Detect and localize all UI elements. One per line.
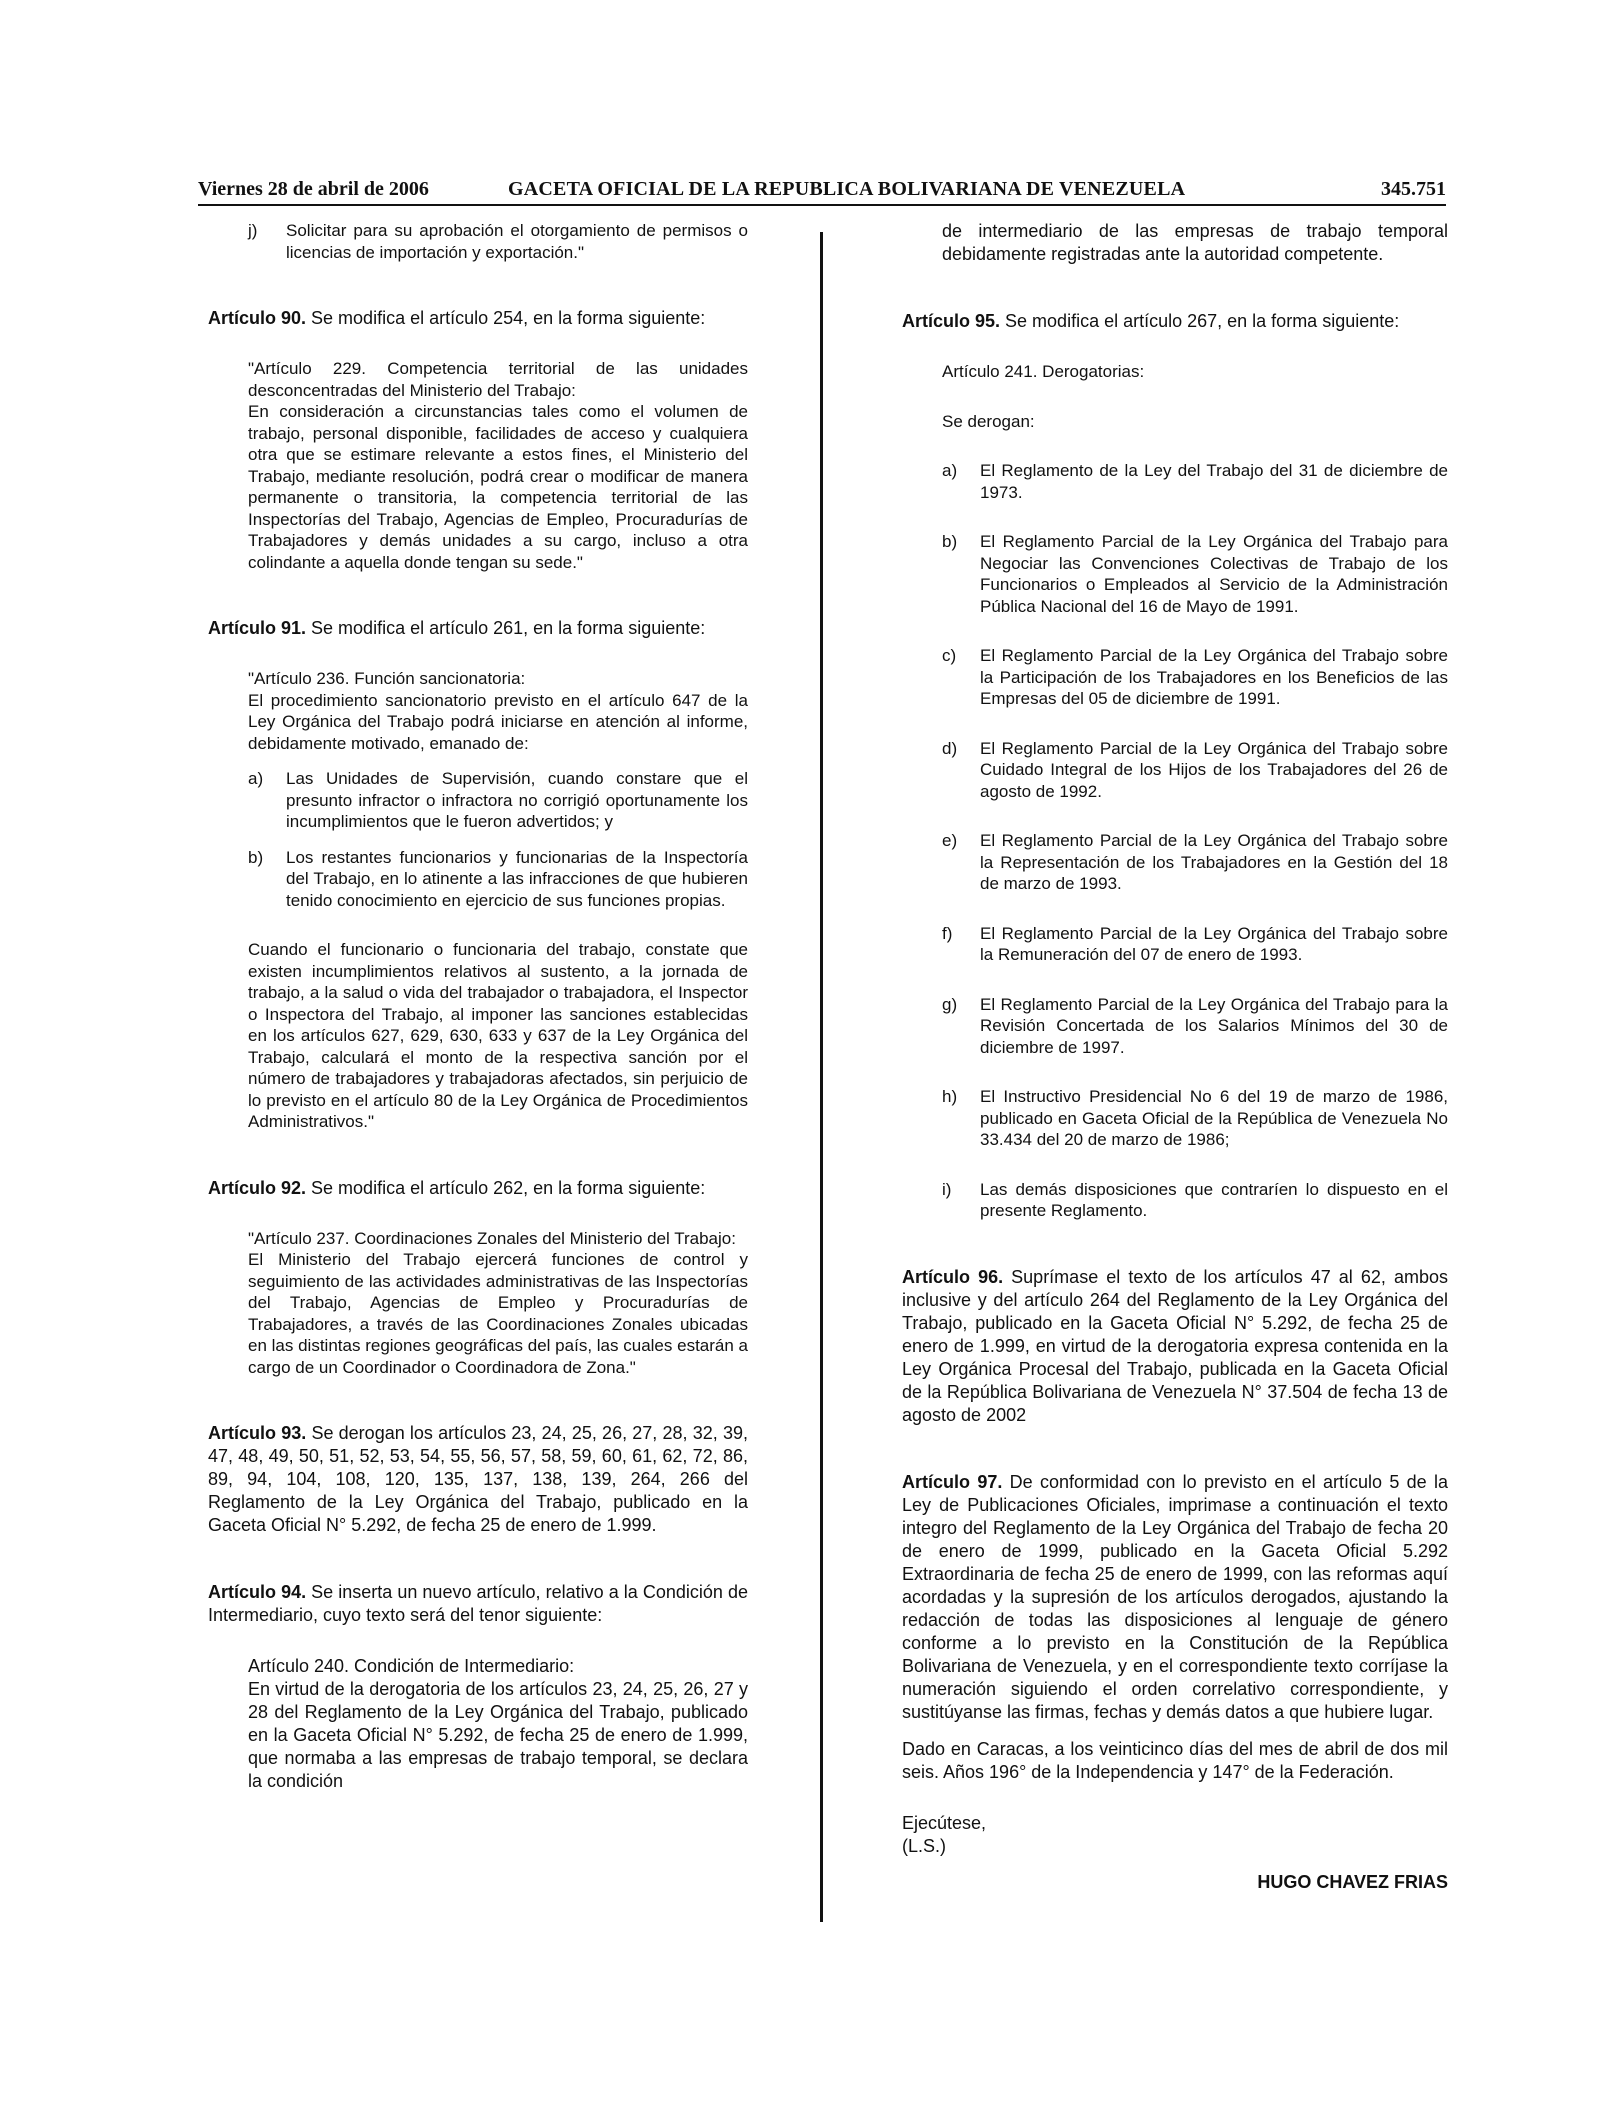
left-column [208,220,748,1793]
article-92-number: Artículo 92. [208,1177,307,1198]
list-text: El Reglamento Parcial de la Ley Orgánica del Trabajo sobre la Representación de los Trabajadores en la Gestión del 18 de marzo de 1993. [980,831,1448,893]
page-header [198,176,1446,204]
list-label: c) [942,646,957,665]
article-90-number: Artículo 90. [208,308,307,328]
list-item-h [942,1086,1448,1151]
list-text: El Reglamento de la Ley del Trabajo del 31 de diciembre de 1973. [980,461,1448,502]
article-90-heading [208,307,748,330]
list-text: El Reglamento Parcial de la Ley Orgánica del Trabajo para la Revisión Concertada de los Salarios Mínimos del 30 de diciembre de 1997. [980,994,1448,1057]
article-93-paragraph [208,1422,748,1537]
article-91-text: Se modifica el artículo 261, en la forma siguiente: [306,618,706,638]
list-item-f [942,923,1448,966]
list-item-g [942,994,1448,1059]
header-date: Viernes 28 de abril de 2006 [198,178,429,200]
page-number: 345.751 [1381,178,1446,200]
list-label: e) [942,831,958,850]
list-text: Las demás disposiciones que contraríen lo dispuesto en el presente Reglamento. [980,1179,1448,1220]
header-title: GACETA OFICIAL DE LA REPUBLICA BOLIVARIANA DE VENEZUELA [508,178,1186,200]
list-label: i) [942,1179,952,1199]
list-label: b) [248,847,264,867]
list-text: Solicitar para su aprobación el otorgamiento de permisos o licencias de importación y exportación." [286,221,748,262]
article-91-number: Artículo 91. [208,618,307,638]
list-label: d) [942,738,958,758]
list-text: El Reglamento Parcial de la Ley Orgánica del Trabajo sobre la Participación de los Trabajadores en los Beneficios de las Empresas del 05 de diciembre de 1991. [980,646,1448,708]
article-95-number: Artículo 95. [902,311,1001,331]
article-94-number: Artículo 94. [208,1582,307,1602]
article-97-paragraph [902,1471,1448,1724]
dado-en-caracas: Dado en Caracas, a los veinticinco días del mes de abril de dos mil seis. Años 196° de la Independencia y 147° de la Federación. [902,1738,1448,1782]
article-93-number: Artículo 93. [208,1423,307,1443]
article-95-heading [902,310,1448,333]
list-item-b [942,531,1448,617]
article-92-text: Se modifica el artículo 262, en la forma siguiente: [306,1177,706,1198]
article-95-title: Artículo 241. Derogatorias: [942,362,1145,381]
list-item-e [942,830,1448,895]
list-label: a) [942,461,958,480]
list-item-a [248,768,748,833]
article-92-heading [208,1177,748,1200]
list-item-b [248,847,748,912]
list-text: El Reglamento Parcial de la Ley Orgánica del Trabajo sobre Cuidado Integral de los Hijos de los Trabajadores del 26 de agosto de 1992. [980,738,1448,801]
article-94-paragraph [208,1581,748,1627]
list-label: a) [248,769,264,788]
list-label: f) [942,923,953,943]
list-label: b) [942,532,958,551]
list-text: Los restantes funcionarios y funcionarias de la Inspectoría del Trabajo, en lo atinente a las infracciones de que hubieren tenido conocimiento en ejercicio de sus funciones propias. [286,847,748,910]
header-rule [198,204,1446,206]
list-item-i [942,1179,1448,1222]
article-95-text: Se modifica el artículo 267, en la forma siguiente: [1000,311,1400,331]
article-91-closing: Cuando el funcionario o funcionaria del trabajo, constate que existen incumplimientos relativos al sustento, a la jornada de trabajo, a la salud o vida del trabajador o trabajadora, el Inspector o Inspectora del Trabajo, al imponer las sanciones establecidas en los artículos 627, 629, 630, 633 y 637 de la Ley Orgánica del Trabajo, calculará el monto de la respectiva sanción por el número de trabajadores y trabajadoras afectados, sin perjuicio de lo previsto en el artículo 80 de la Ley Orgánica de Procedimientos Administrativos." [248,940,748,1131]
article-94-continuation: de intermediario de las empresas de trabajo temporal debidamente registradas ante la autoridad competente. [942,221,1448,264]
article-93-text: Se derogan los artículos 23, 24, 25, 26, 27, 28, 32, 39, 47, 48, 49, 50, 51, 52, 53, 54, 55, 56, 57, 58, 59, 60, 61, 62, 72, 86, 89, 94, 104, 108, 120, 135, 137, 138, 139, 264, 266 del Reglamento de la Ley Orgánica del Trabajo, publicado en la Gaceta Oficial N° 5.292, de fecha 25 de enero de 1.999. [208,1423,748,1535]
list-item-c [942,645,1448,710]
article-91-intro: "Artículo 236. Función sancionatoria: El procedimiento sancionatorio previsto en el artículo 647 de la Ley Orgánica del Trabajo podrá iniciarse en atención al informe, debidamente motivado, emanado de: [248,669,748,753]
article-95-intro: Se derogan: [942,411,1035,431]
article-97-number: Artículo 97. [902,1471,1003,1492]
list-label: h) [942,1087,958,1106]
list-item-d [942,738,1448,803]
list-text: Las Unidades de Supervisión, cuando constare que el presunto infractor o infractora no corrigió oportunamente los incumplimientos que le fueron advertidos; y [286,769,748,831]
article-97-text: De conformidad con lo previsto en el artículo 5 de la Ley de Publicaciones Oficiales, imprimase a continuación el texto integro del Reglamento de la Ley Orgánica del Trabajo de fecha 20 de enero de 1999, publicado en la Gaceta Oficial 5.292 Extraordinaria de fecha 25 de enero de 1999, con las reformas aquí acordadas y la supresión de los artículos derogados, ajustando la redacción de todas las disposiciones al lenguaje de género conforme a lo previsto en la Constitución de la República Bolivariana de Venezuela, y en el correspondiente texto corríjase la numeración siguiendo el orden correlativo correspondiente, y sustitúyanse las firmas, fechas y demás datos a que hubiere lugar. [902,1471,1448,1722]
list-text: El Instructivo Presidencial No 6 del 19 de marzo de 1986, publicado en Gaceta Oficial de la República de Venezuela No 33.434 del 20 de marzo de 1986; [980,1087,1448,1149]
list-text: El Reglamento Parcial de la Ley Orgánica del Trabajo para Negociar las Convenciones Colectivas de Trabajo de los Funcionarios o Empleados al Servicio de la Administración Pública Nacional del 16 de Mayo de 1991. [980,532,1448,616]
article-96-text: Suprímase el texto de los artículos 47 al 62, ambos inclusive y del artículo 264 del Reglamento de la Ley Orgánica del Trabajo, publicado en la Gaceta Oficial N° 5.292, de fecha 25 de enero de 1.999, en virtud de la derogatoria expresa contenida en la Ley Orgánica Procesal del Trabajo, publicada en la Gaceta Oficial de la República Bolivariana de Venezuela N° 37.504 de fecha 13 de agosto de 2002 [902,1266,1448,1425]
article-94-body: Artículo 240. Condición de Intermediario: En virtud de la derogatoria de los artículos 23, 24, 25, 26, 27 y 28 del Reglamento de la Ley Orgánica del Trabajo, publicado en la Gaceta Oficial N° 5.292, de fecha 25 de enero de 1.999, que normaba a las empresas de trabajo temporal, se declara la condición [248,1656,748,1791]
list-label: j) [248,221,258,240]
column-divider [820,232,823,1922]
ejecutese: Ejecútese, [902,1812,987,1833]
article-96-paragraph [902,1266,1448,1427]
article-90-text: Se modifica el artículo 254, en la forma siguiente: [306,308,706,328]
article-90-body: "Artículo 229. Competencia territorial de las unidades desconcentradas del Ministerio del Trabajo: En consideración a circunstancias tales como el volumen de trabajo, personal disponible, facilidades de acceso y cualquiera otra que se estimare relevante a estos fines, el Ministerio del Trabajo, mediante resolución, podrá crear o modificar de manera permanente o transitoria, la competencia territorial de las Inspectorías del Trabajo, Agencias de Empleo, Procuradurías de Trabajadores y demás unidades a su cargo, incluso a otra colindante a aquella donde tengan su sede." [248,359,748,572]
article-92-body: "Artículo 237. Coordinaciones Zonales del Ministerio del Trabajo: El Ministerio del Trabajo ejercerá funciones de control y seguimiento de las actividades administrativas de las Inspectorías del Trabajo, Agencias de Empleo y Procuradurías de Trabajadores, a través de las Coordinaciones Zonales ubicadas en las distintas regiones geográficas del país, las cuales estarán a cargo de un Coordinador o Coordinadora de Zona." [248,1228,748,1377]
list-text: El Reglamento Parcial de la Ley Orgánica del Trabajo sobre la Remuneración del 07 de enero de 1993. [980,923,1448,964]
article-94-text: Se inserta un nuevo artículo, relativo a la Condición de Intermediario, cuyo texto será del tenor siguiente: [208,1582,748,1625]
list-item-a [942,460,1448,503]
ls-seal: (L.S.) [902,1835,947,1856]
signature-name: HUGO CHAVEZ FRIAS [1257,1871,1448,1892]
list-label: g) [942,994,958,1014]
article-96-number: Artículo 96. [902,1266,1004,1287]
list-item-j [248,220,748,263]
right-column [902,220,1448,1893]
article-91-heading [208,617,748,640]
